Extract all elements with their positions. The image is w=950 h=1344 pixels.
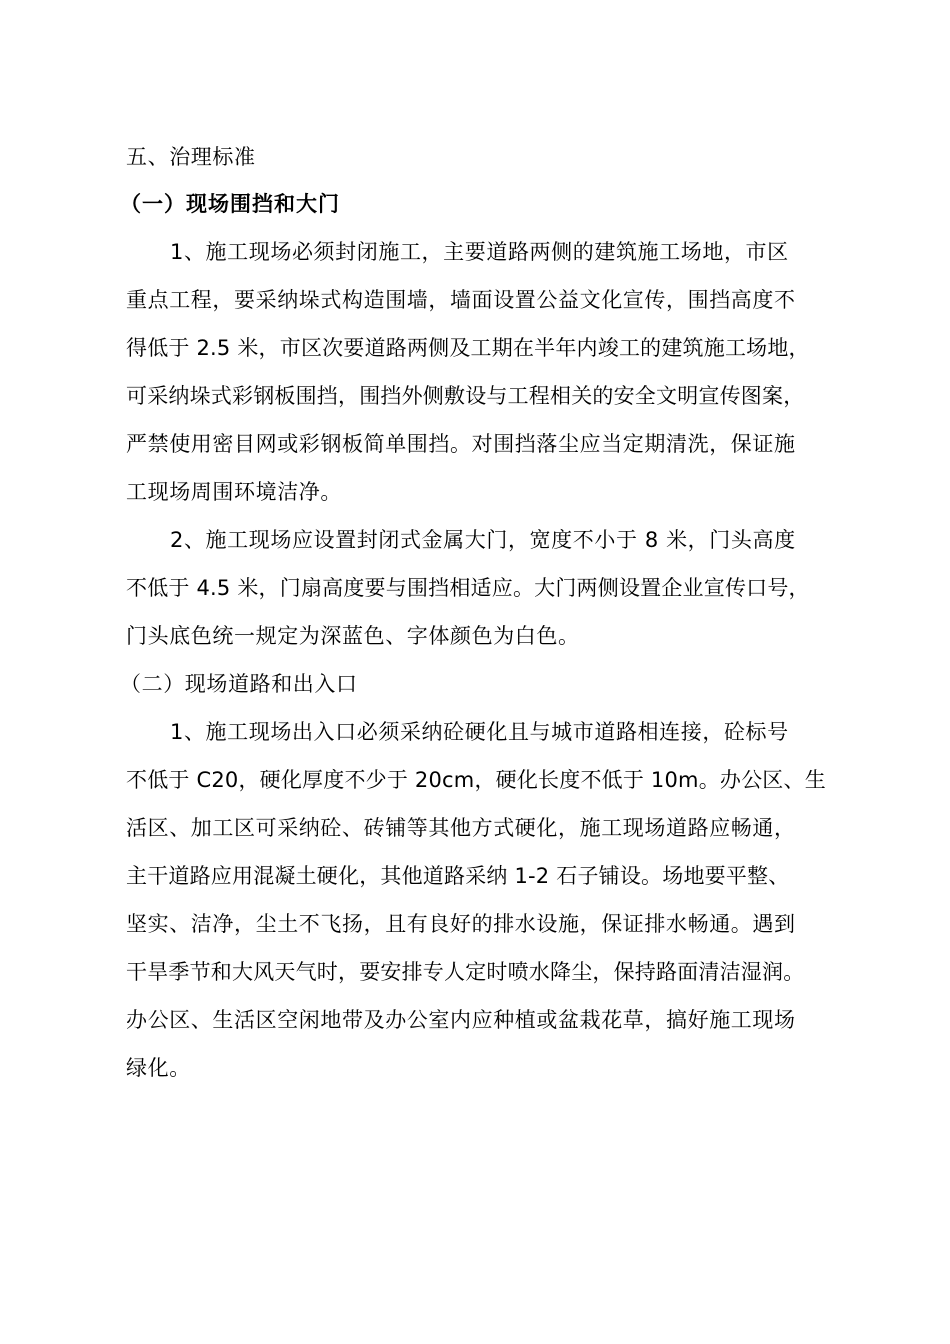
paragraph-line: 严禁使用密目网或彩钢板简单围挡。对围挡落尘应当定期清洗，保证施 [126,432,796,456]
paragraph-line: 不低于 C20，硬化厚度不少于 20cm，硬化长度不低于 10m。办公区、生 [126,768,826,792]
paragraph-line: 绿化。 [126,1056,191,1080]
paragraph-line: 工现场周围环境洁净。 [126,480,342,504]
subsection-2-heading: （二）现场道路和出入口 [120,672,358,696]
paragraph-line: 1、施工现场出入口必须采纳砼硬化且与城市道路相连接，砼标号 [170,720,789,744]
paragraph-line: 可采纳垛式彩钢板围挡，围挡外侧敷设与工程相关的安全文明宣传图案， [126,384,805,408]
paragraph-line: 活区、加工区可采纳砼、砖铺等其他方式硬化，施工现场道路应畅通， [126,816,796,840]
subsection-1-heading: （一）现场围挡和大门 [120,192,340,216]
paragraph-line: 1、施工现场必须封闭施工，主要道路两侧的建筑施工场地，市区 [170,240,789,264]
paragraph-line: 门头底色统一规定为深蓝色、字体颜色为白色。 [126,624,580,648]
paragraph-line: 不低于 4.5 米，门扇高度要与围挡相适应。大门两侧设置企业宣传口号， [126,576,810,600]
paragraph-line: 主干道路应用混凝土硬化，其他道路采纳 1-2 石子铺设。场地要平整、 [126,864,790,888]
paragraph-line: 坚实、洁净，尘土不飞扬，且有良好的排水设施，保证排水畅通。遇到 [126,912,796,936]
paragraph-line: 2、施工现场应设置封闭式金属大门，宽度不小于 8 米，门头高度 [170,528,796,552]
paragraph-line: 办公区、生活区空闲地带及办公室内应种植或盆栽花草，搞好施工现场 [126,1008,796,1032]
section-heading: 五、治理标准 [126,145,256,169]
paragraph-line: 得低于 2.5 米，市区次要道路两侧及工期在半年内竣工的建筑施工场地， [126,336,810,360]
paragraph-line: 干旱季节和大风天气时，要安排专人定时喷水降尘，保持路面清洁湿润。 [126,960,805,984]
paragraph-line: 重点工程，要采纳垛式构造围墙，墙面设置公益文化宣传，围挡高度不 [126,288,796,312]
